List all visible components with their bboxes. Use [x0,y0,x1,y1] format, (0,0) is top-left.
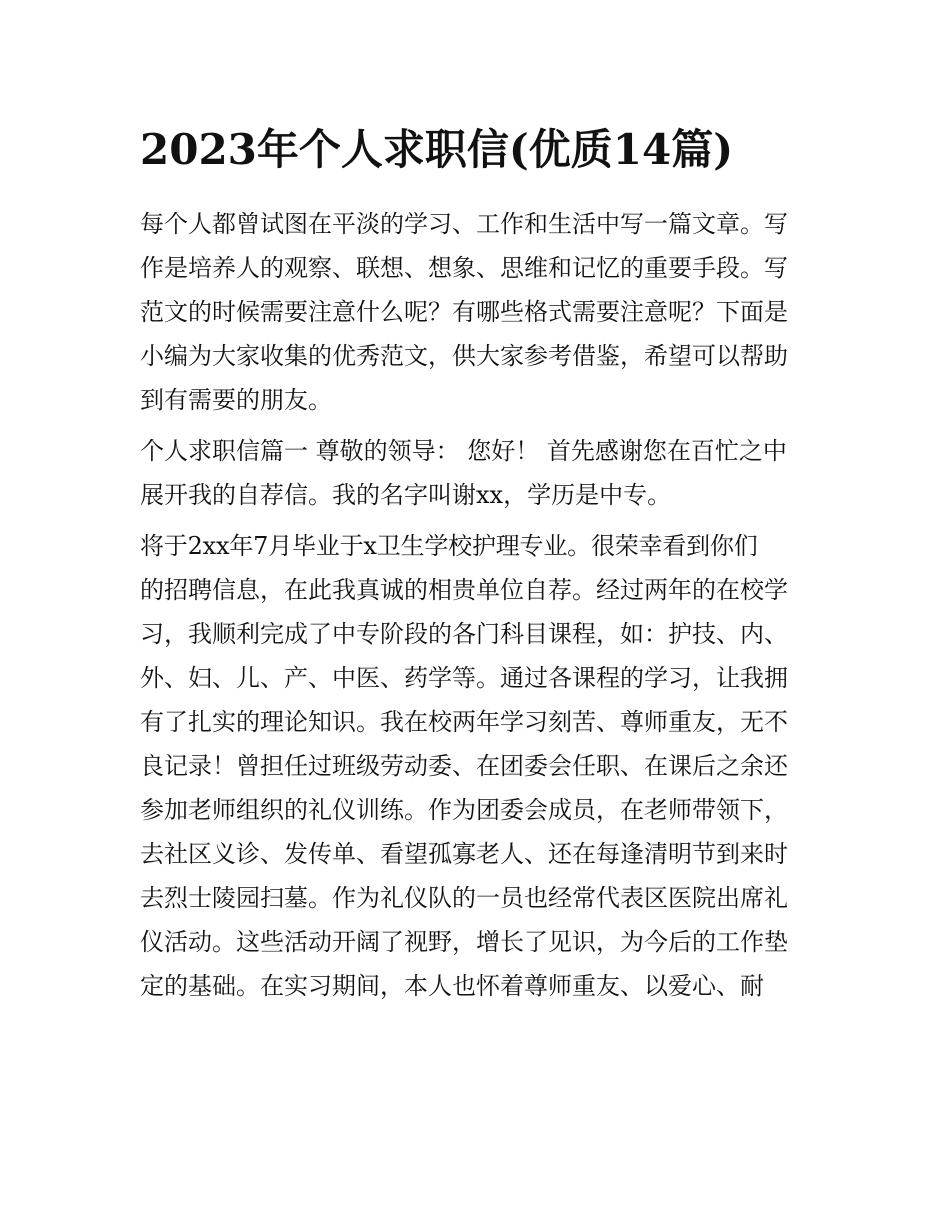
greeting-line-1: 个人求职信篇一 尊敬的领导： 您好！ 首先感谢您在百忙之中 [140,437,787,465]
intro-line-2: 作是培养人的观察、联想、想象、思维和记忆的重要手段。写 [140,254,788,282]
body-line-1: 将于2xx年7月毕业于x卫生学校护理专业。很荣幸看到你们 [140,532,758,560]
body-line-6: 良记录！曾担任过班级劳动委、在团委会任职、在课后之余还 [140,752,788,780]
paragraph-gap [140,517,820,524]
intro-line-3: 范文的时候需要注意什么呢？有哪些格式需要注意呢？下面是 [140,298,788,326]
body-paragraph [140,524,820,1008]
intro-line-4: 小编为大家收集的优秀范文，供大家参考借鉴，希望可以帮助 [140,342,788,370]
intro-line-1: 每个人都曾试图在平淡的学习、工作和生活中写一篇文章。写 [140,210,788,238]
greeting-line-2: 展开我的自荐信。我的名字叫谢xx，学历是中专。 [140,481,672,509]
body-line-2: 的招聘信息，在此我真诚的相贵单位自荐。经过两年的在校学 [140,576,788,604]
body-line-7: 参加老师组织的礼仪训练。作为团委会成员，在老师带领下， [140,796,788,824]
intro-line-5: 到有需要的朋友。 [140,386,332,414]
greeting-paragraph [140,429,820,517]
body-line-11: 定的基础。在实习期间，本人也怀着尊师重友、以爱心、耐 [140,972,764,1000]
body-line-10: 仪活动。这些活动开阔了视野，增长了见识，为今后的工作垫 [140,928,788,956]
body-line-4: 外、妇、儿、产、中医、药学等。通过各课程的学习，让我拥 [140,664,788,692]
document-title: 2023年个人求职信(优质14篇) [140,125,734,174]
body-line-5: 有了扎实的理论知识。我在校两年学习刻苦、尊师重友，无不 [140,708,788,736]
intro-paragraph [140,202,820,422]
document-body [140,202,820,1008]
body-line-8: 去社区义诊、发传单、看望孤寡老人、还在每逢清明节到来时 [140,840,788,868]
body-line-9: 去烈士陵园扫墓。作为礼仪队的一员也经常代表区医院出席礼 [140,884,788,912]
body-line-3: 习，我顺利完成了中专阶段的各门科目课程，如：护技、内、 [140,620,788,648]
paragraph-gap [140,422,820,429]
